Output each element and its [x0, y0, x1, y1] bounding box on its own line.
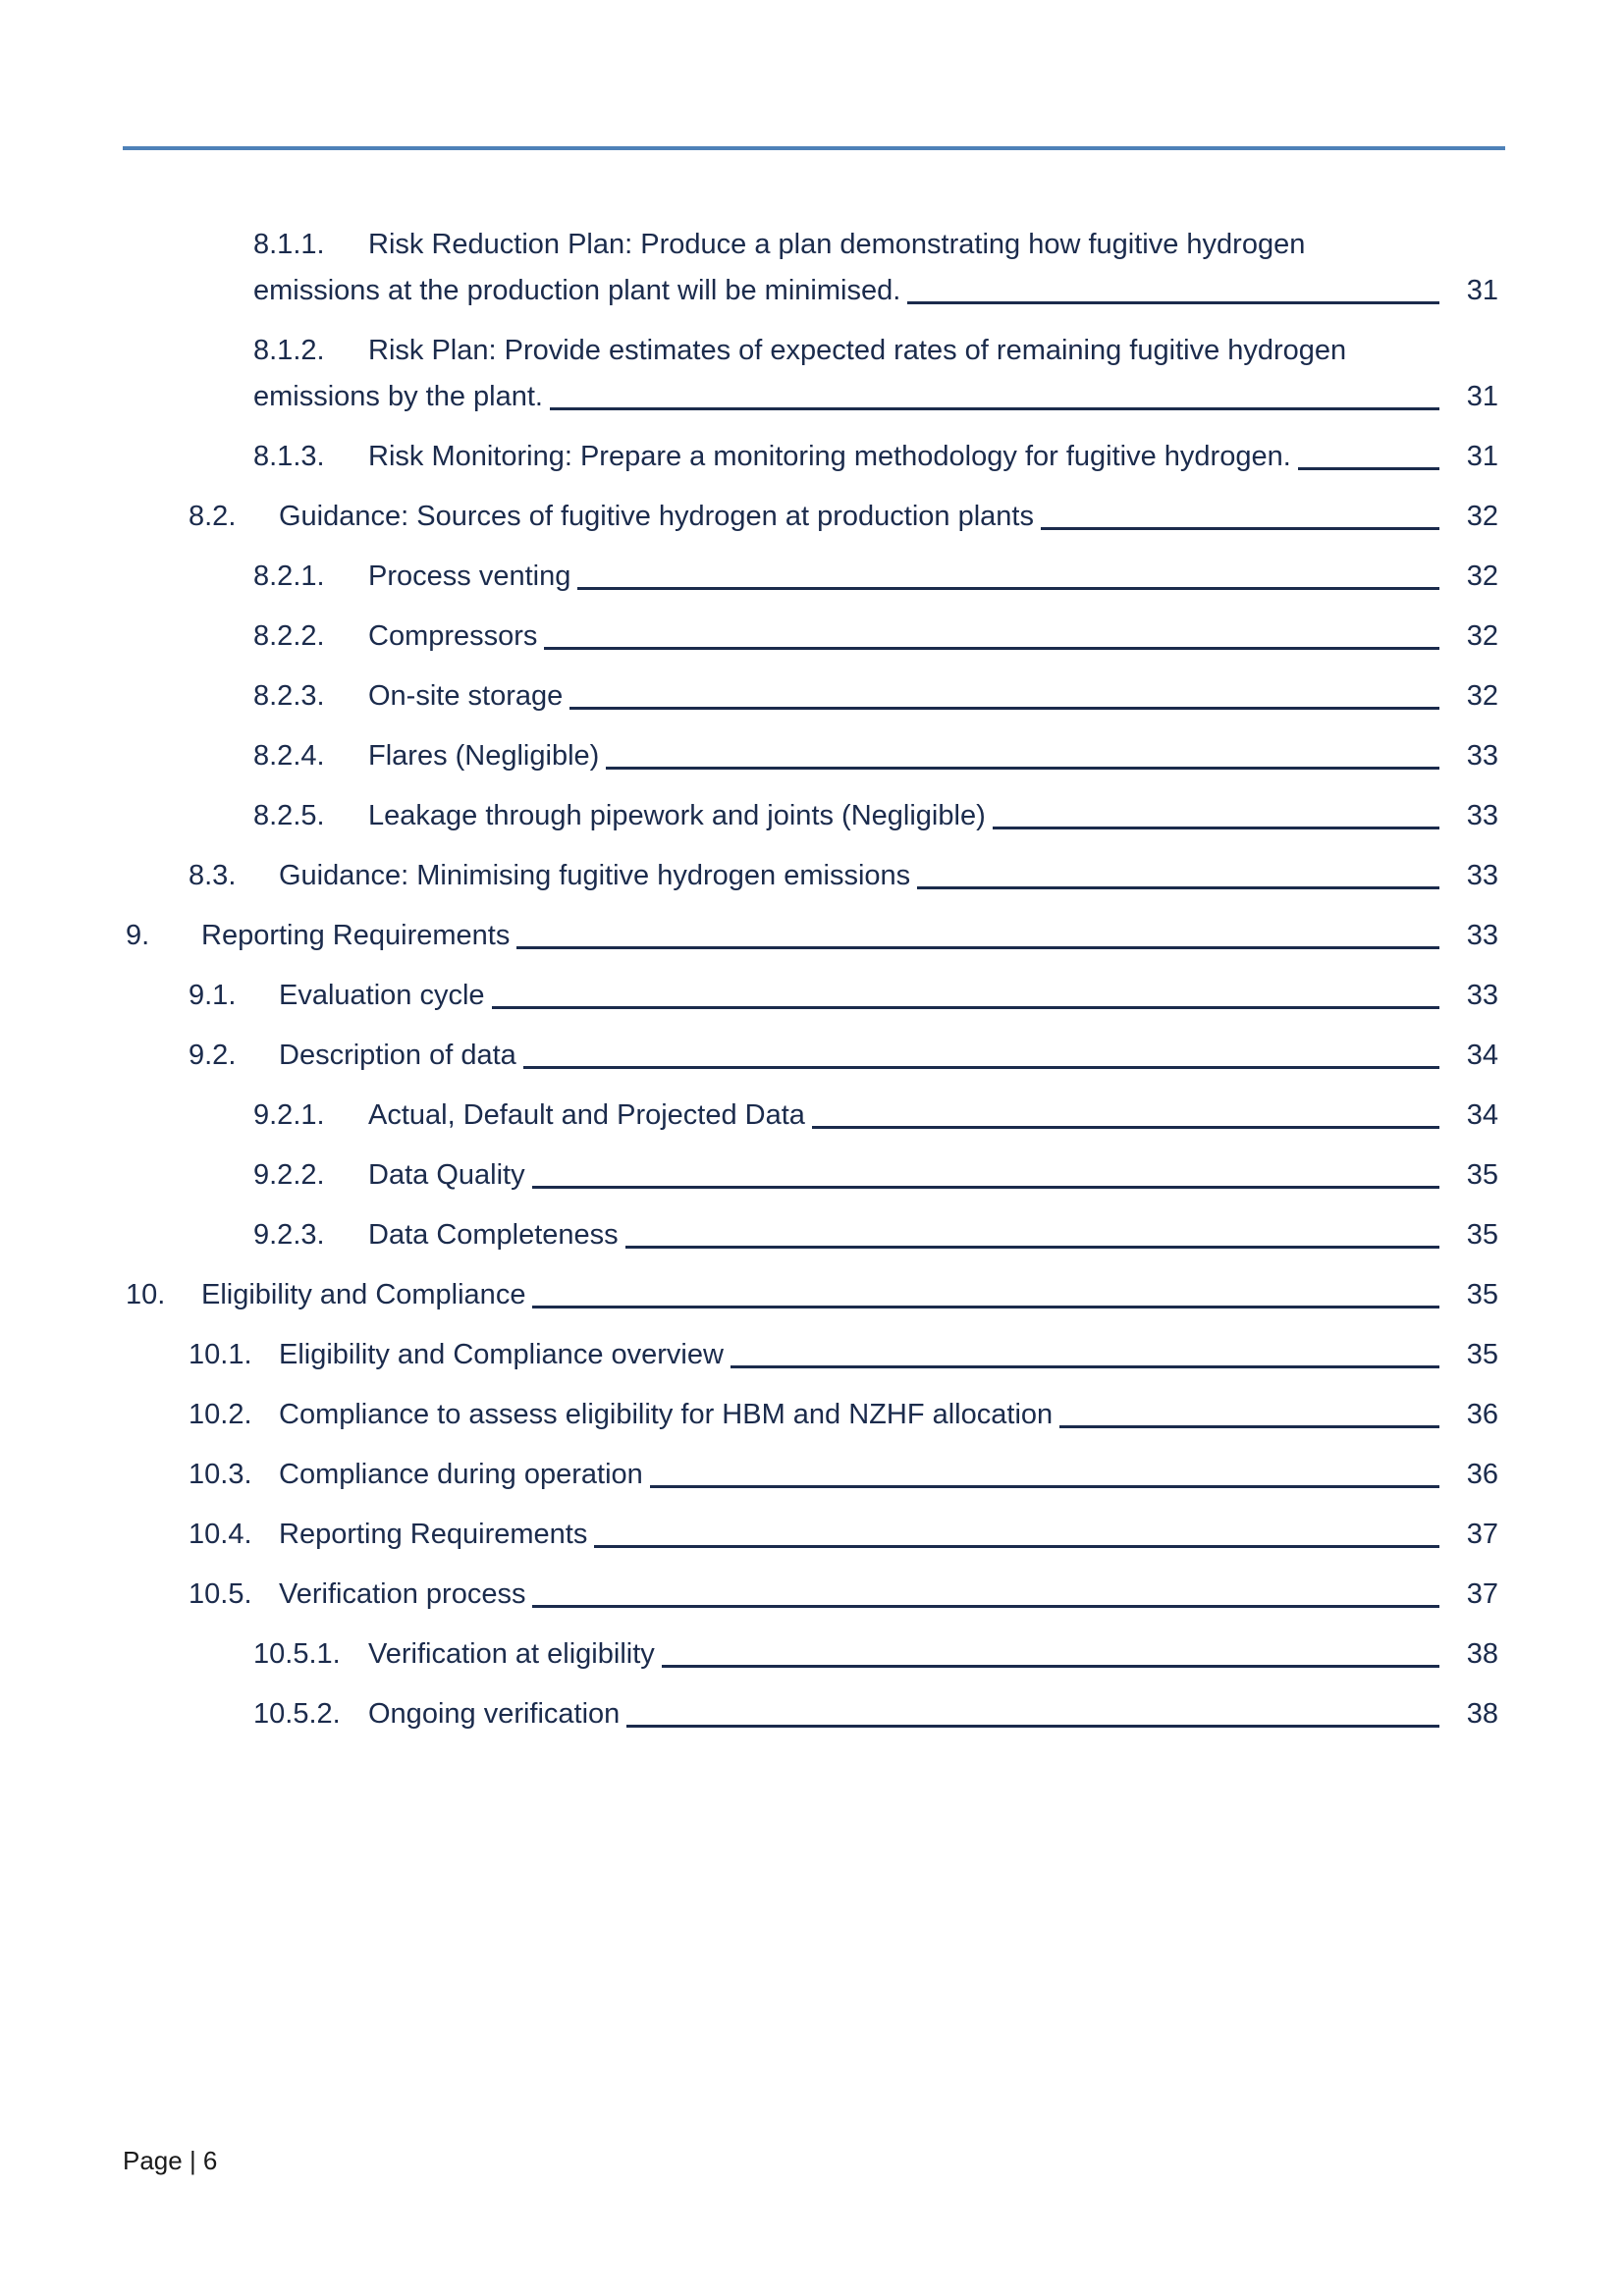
table-of-contents — [126, 222, 1498, 1751]
toc-entry-number: 9.2.1. — [253, 1099, 325, 1131]
toc-entry-number: 10.2. — [189, 1399, 252, 1430]
toc-leader-line — [1059, 1425, 1439, 1428]
toc-entry-page-number: 33 — [1466, 800, 1498, 831]
toc-entry-number: 8.2.3. — [253, 680, 325, 712]
toc-entry-title: Compliance to assess eligibility for HBM and NZHF allocation — [279, 1399, 1054, 1430]
toc-entry-line — [157, 1033, 1498, 1079]
toc-entry-page-number: 38 — [1466, 1638, 1498, 1670]
toc-entry-number: 8.3. — [189, 860, 237, 891]
toc-entry-title: Evaluation cycle — [279, 980, 485, 1011]
toc-leader-line — [1298, 467, 1439, 470]
toc-entry-title: Data Quality — [368, 1159, 525, 1191]
toc-entry[interactable] — [126, 1452, 1498, 1498]
toc-entry[interactable] — [126, 913, 1498, 959]
toc-entry[interactable] — [126, 554, 1498, 600]
toc-entry-number: 10. — [126, 1279, 166, 1310]
toc-entry[interactable] — [126, 1392, 1498, 1438]
toc-entry-line — [157, 973, 1498, 1019]
toc-entry-title: Risk Reduction Plan: Produce a plan demonstrating how fugitive hydrogen — [368, 229, 1306, 260]
toc-entry-line — [189, 1631, 1498, 1678]
toc-entry-line — [157, 1572, 1498, 1618]
toc-entry-title: Eligibility and Compliance overview — [279, 1339, 724, 1370]
toc-entry[interactable] — [126, 1631, 1498, 1678]
toc-leader-line — [569, 707, 1438, 710]
toc-entry-line — [189, 1152, 1498, 1199]
toc-entry-page-number: 33 — [1466, 920, 1498, 951]
toc-entry-line — [189, 673, 1498, 720]
toc-leader-line — [917, 886, 1439, 889]
toc-entry-line — [157, 1512, 1498, 1558]
toc-leader-line — [492, 1006, 1439, 1009]
toc-entry-title: Guidance: Minimising fugitive hydrogen emissions — [279, 860, 911, 891]
toc-entry[interactable] — [126, 1152, 1498, 1199]
toc-entry-line — [189, 222, 1498, 268]
toc-entry-page-number: 33 — [1466, 980, 1498, 1011]
toc-entry-number: 8.2. — [189, 501, 237, 532]
toc-leader-line — [1041, 527, 1439, 530]
toc-entry-line — [157, 1452, 1498, 1498]
toc-entry-page-number: 31 — [1466, 275, 1498, 306]
toc-entry-page-number: 33 — [1466, 740, 1498, 772]
toc-entry-number: 8.2.4. — [253, 740, 325, 772]
toc-entry-line — [157, 853, 1498, 899]
toc-leader-line — [577, 587, 1438, 590]
toc-entry[interactable] — [126, 614, 1498, 660]
toc-entry[interactable] — [126, 434, 1498, 480]
toc-entry-title: Verification process — [279, 1578, 526, 1610]
toc-entry-title: Guidance: Sources of fugitive hydrogen at production plants — [279, 501, 1034, 532]
toc-entry-page-number: 35 — [1466, 1219, 1498, 1251]
toc-entry-page-number: 38 — [1466, 1698, 1498, 1730]
toc-entry-title: Actual, Default and Projected Data — [368, 1099, 805, 1131]
toc-entry-page-number: 32 — [1466, 501, 1498, 532]
toc-entry-line — [126, 913, 1498, 959]
toc-entry-line — [189, 328, 1498, 374]
toc-leader-line — [532, 1605, 1438, 1608]
toc-entry-title: Risk Plan: Provide estimates of expected rates of remaining fugitive hydrogen — [368, 335, 1347, 366]
toc-leader-line — [731, 1365, 1439, 1368]
toc-entry-page-number: 32 — [1466, 561, 1498, 592]
toc-entry-title: Reporting Requirements — [279, 1519, 588, 1550]
toc-entry-title: emissions at the production plant will be minimised. — [253, 275, 901, 306]
toc-entry-page-number: 37 — [1466, 1578, 1498, 1610]
toc-entry-line — [157, 1392, 1498, 1438]
toc-entry[interactable] — [126, 1332, 1498, 1378]
toc-entry-line — [189, 614, 1498, 660]
toc-entry-line — [189, 374, 1498, 420]
toc-entry-page-number: 34 — [1466, 1040, 1498, 1071]
toc-entry-line — [189, 793, 1498, 839]
toc-entry[interactable] — [126, 1033, 1498, 1079]
toc-entry-number: 8.2.1. — [253, 561, 325, 592]
toc-leader-line — [532, 1306, 1438, 1308]
toc-entry[interactable] — [126, 793, 1498, 839]
toc-leader-line — [523, 1066, 1439, 1069]
toc-entry-page-number: 31 — [1466, 381, 1498, 412]
toc-entry-title: Eligibility and Compliance — [201, 1279, 526, 1310]
toc-entry-page-number: 35 — [1466, 1279, 1498, 1310]
toc-entry-number: 10.1. — [189, 1339, 252, 1370]
toc-entry-number: 8.2.5. — [253, 800, 325, 831]
toc-leader-line — [516, 946, 1438, 949]
toc-entry-number: 10.5.1. — [253, 1638, 341, 1670]
toc-entry-number: 8.1.2. — [253, 335, 325, 366]
toc-entry-page-number: 32 — [1466, 620, 1498, 652]
toc-entry-page-number: 35 — [1466, 1159, 1498, 1191]
toc-leader-line — [625, 1246, 1439, 1249]
toc-entry-page-number: 36 — [1466, 1399, 1498, 1430]
toc-entry-line — [157, 1332, 1498, 1378]
toc-entry-number: 8.1.3. — [253, 441, 325, 472]
toc-entry-page-number: 35 — [1466, 1339, 1498, 1370]
toc-entry-title: Process venting — [368, 561, 571, 592]
toc-entry[interactable] — [126, 973, 1498, 1019]
toc-entry[interactable] — [126, 494, 1498, 540]
toc-leader-line — [812, 1126, 1439, 1129]
toc-entry[interactable] — [126, 1272, 1498, 1318]
toc-entry-line — [126, 1272, 1498, 1318]
toc-entry-title: Verification at eligibility — [368, 1638, 655, 1670]
page-footer: Page | 6 — [123, 2146, 218, 2175]
toc-entry-page-number: 34 — [1466, 1099, 1498, 1131]
toc-entry-line — [189, 554, 1498, 600]
toc-leader-line — [907, 301, 1438, 304]
toc-entry[interactable] — [126, 222, 1498, 314]
toc-entry-line — [189, 1212, 1498, 1258]
toc-entry[interactable] — [126, 1512, 1498, 1558]
toc-entry-number: 10.5. — [189, 1578, 252, 1610]
toc-entry-title: Ongoing verification — [368, 1698, 621, 1730]
toc-entry[interactable] — [126, 1572, 1498, 1618]
toc-entry-line — [189, 434, 1498, 480]
toc-leader-line — [550, 407, 1439, 410]
toc-leader-line — [626, 1725, 1438, 1728]
toc-entry[interactable] — [126, 853, 1498, 899]
toc-entry[interactable] — [126, 1212, 1498, 1258]
toc-entry-number: 9. — [126, 920, 150, 951]
toc-leader-line — [606, 767, 1438, 770]
toc-entry-number: 9.2.3. — [253, 1219, 325, 1251]
toc-entry-title: Compressors — [368, 620, 538, 652]
toc-leader-line — [532, 1186, 1439, 1189]
toc-entry-page-number: 36 — [1466, 1459, 1498, 1490]
toc-entry-number: 9.2. — [189, 1040, 237, 1071]
toc-entry-title: Leakage through pipework and joints (Negligible) — [368, 800, 986, 831]
toc-entry-line — [189, 1093, 1498, 1139]
header-rule — [123, 146, 1505, 150]
toc-entry-title: Risk Monitoring: Prepare a monitoring methodology for fugitive hydrogen. — [368, 441, 1291, 472]
toc-entry[interactable] — [126, 733, 1498, 779]
toc-entry-line — [157, 494, 1498, 540]
toc-leader-line — [993, 827, 1439, 829]
toc-entry-number: 10.3. — [189, 1459, 252, 1490]
toc-entry-line — [189, 268, 1498, 314]
toc-entry[interactable] — [126, 673, 1498, 720]
toc-entry-title: Data Completeness — [368, 1219, 619, 1251]
toc-entry-page-number: 37 — [1466, 1519, 1498, 1550]
toc-entry-number: 10.4. — [189, 1519, 252, 1550]
toc-entry-title: Reporting Requirements — [201, 920, 511, 951]
toc-entry-number: 8.2.2. — [253, 620, 325, 652]
toc-entry-number: 9.1. — [189, 980, 237, 1011]
toc-entry-line — [189, 733, 1498, 779]
toc-entry-page-number: 31 — [1466, 441, 1498, 472]
toc-entry[interactable] — [126, 1691, 1498, 1737]
toc-leader-line — [544, 647, 1438, 650]
toc-entry-number: 8.1.1. — [253, 229, 325, 260]
toc-leader-line — [594, 1545, 1438, 1548]
toc-entry-page-number: 33 — [1466, 860, 1498, 891]
toc-entry-title: Compliance during operation — [279, 1459, 643, 1490]
toc-entry-title: emissions by the plant. — [253, 381, 543, 412]
toc-entry-number: 10.5.2. — [253, 1698, 341, 1730]
toc-entry-line — [189, 1691, 1498, 1737]
toc-entry[interactable] — [126, 1093, 1498, 1139]
toc-entry-title: Flares (Negligible) — [368, 740, 600, 772]
toc-entry-title: Description of data — [279, 1040, 516, 1071]
toc-leader-line — [662, 1665, 1439, 1668]
toc-leader-line — [650, 1485, 1439, 1488]
toc-entry-title: On-site storage — [368, 680, 564, 712]
toc-entry-number: 9.2.2. — [253, 1159, 325, 1191]
toc-entry-page-number: 32 — [1466, 680, 1498, 712]
toc-entry[interactable] — [126, 328, 1498, 420]
